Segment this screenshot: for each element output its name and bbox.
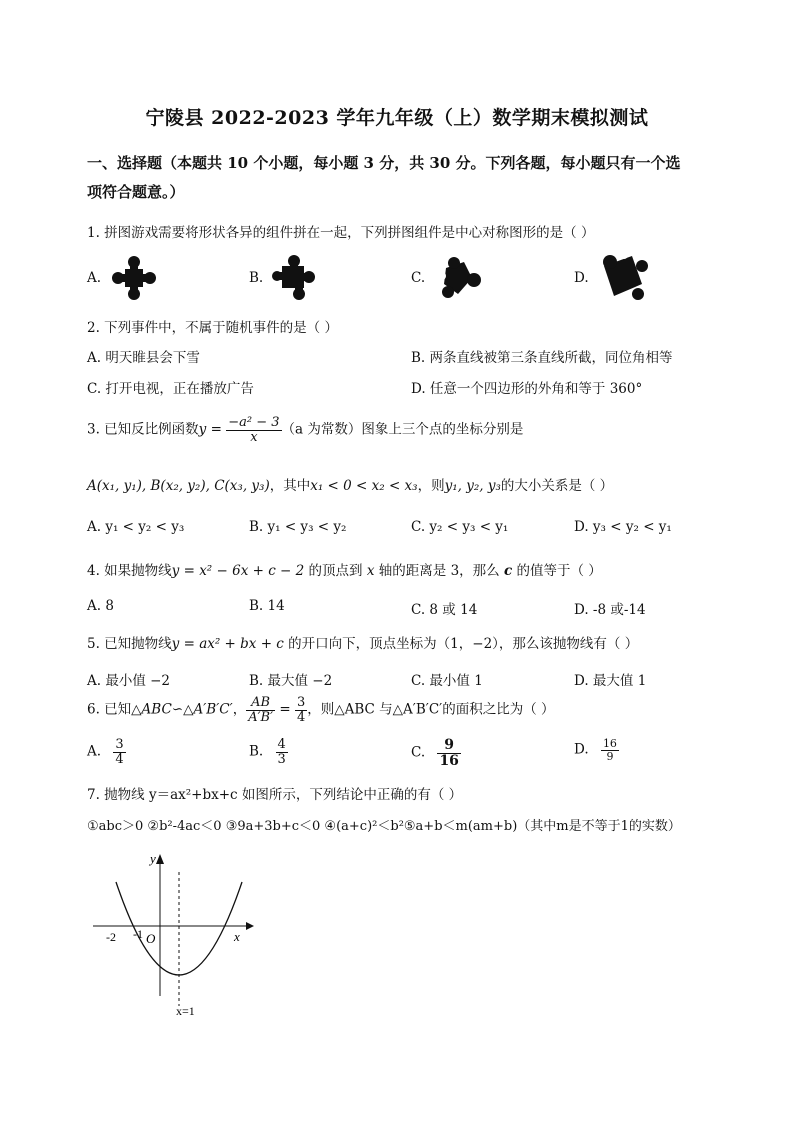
q6-stem-post: ，则△ABC 与△A′B′C′的面积之比为（ ） — [307, 701, 555, 718]
puzzle-piece-b-icon — [272, 254, 316, 300]
q4-option-a: A. 8 — [87, 598, 114, 614]
q6-ratio-fraction — [246, 696, 275, 724]
q5-stem-post: 的开口向下，顶点坐标为（1，−2），那么该抛物线有（ ） — [283, 636, 639, 652]
q6-stem-pre: 6. 已知 — [87, 701, 132, 718]
page-title: 宁陵县 2022-2023 学年九年级（上）数学期末模拟测试 — [145, 107, 649, 129]
q3-line2-end: 的大小关系是（ ） — [500, 478, 614, 494]
q6-stem — [87, 696, 555, 724]
q6-comma: ， — [232, 701, 247, 718]
q3-y: y — [198, 421, 207, 438]
q6-option-a — [87, 738, 126, 766]
q6-sim: △ABC∽△A′B′C′ — [131, 701, 233, 718]
q6-option-b-label: B. — [249, 743, 264, 760]
q5-stem — [87, 632, 638, 652]
q6-option-a-den: 4 — [115, 751, 124, 767]
q5-expr: y = ax² + bx + c — [171, 636, 284, 652]
section-heading-line1: 一、选择题（本题共 10 个小题，每小题 3 分，共 30 分。下列各题，每小题只有一个选 — [87, 154, 681, 172]
q5-option-b: B. 最大值 −2 — [249, 673, 333, 689]
q6-value-num: 3 — [296, 695, 306, 710]
q7-conclusions: ①abc＞0 ②b²-4ac＜0 ③9a+3b+c＜0 ④(a+c)²＜b²⑤a+b＜m(am+b)（其中m是不等于1的实数） — [87, 819, 681, 834]
q6-eq: = — [275, 701, 295, 718]
q6-option-b-den: 3 — [277, 751, 286, 767]
q6-option-d-num: 16 — [602, 737, 617, 750]
tick-label-neg2: -2 — [106, 930, 116, 944]
q4-x: x — [366, 563, 375, 579]
q3-stem-pre: 3. 已知反比例函数 — [87, 421, 199, 438]
q6-option-d-label: D. — [574, 741, 589, 758]
q6-option-c-fraction — [437, 738, 460, 768]
q6-ratio-num: AB — [246, 696, 275, 711]
q3-option-d: D. y₃ < y₂ < y₁ — [574, 519, 672, 535]
q4-c: c — [503, 563, 513, 579]
x-axis-arrow — [246, 922, 254, 930]
q4-stem-mid: 的顶点到 — [304, 563, 367, 579]
q3-fraction — [226, 416, 281, 444]
q1-option-a: A. — [87, 270, 102, 286]
q3-stem — [87, 416, 523, 444]
q5-stem-pre: 5. 已知抛物线 — [87, 636, 172, 652]
x-label: x — [234, 929, 240, 944]
puzzle-piece-c-icon — [434, 254, 482, 300]
y-label: y — [150, 851, 156, 866]
q3-option-c: C. y₂ < y₃ < y₁ — [411, 519, 509, 535]
q6-option-c-num: 9 — [437, 738, 460, 754]
q3-ys: y₁, y₂, y₃ — [444, 478, 501, 494]
puzzle-piece-a-icon — [112, 256, 156, 300]
q3-line2-mid: ，其中 — [269, 478, 311, 494]
q3-line2-post: ，则 — [417, 478, 445, 494]
section-heading-line2: 项符合题意。） — [87, 183, 185, 201]
q6-option-b-num: 4 — [277, 737, 286, 752]
q4-stem-mid2: 轴的距离是 3，那么 — [374, 563, 504, 579]
q1-option-d: D. — [574, 270, 589, 286]
y-axis-arrow — [156, 854, 164, 864]
q6-option-c-den: 16 — [439, 752, 459, 769]
q6-option-d-den: 9 — [606, 749, 614, 763]
tick-label-neg1: -1 — [133, 927, 143, 941]
q4-option-b: B. 14 — [249, 598, 285, 614]
origin-label: O — [146, 931, 156, 946]
q4-stem — [87, 559, 602, 579]
q4-option-c: C. 8 或 14 — [411, 602, 478, 618]
q6-option-a-fraction — [113, 738, 125, 766]
q1-option-c: C. — [411, 270, 426, 286]
q4-option-d: D. -8 或-14 — [574, 602, 646, 618]
q6-option-b-fraction — [276, 738, 288, 766]
q2-option-a: A. 明天睢县会下雪 — [87, 350, 200, 366]
q3-stem-post: （a 为常数）图象上三个点的坐标分别是 — [281, 421, 524, 438]
q3-condition: x₁ < 0 < x₂ < x₃ — [310, 478, 418, 494]
q7-parabola-graph — [88, 848, 258, 1023]
q5-option-d: D. 最大值 1 — [574, 673, 647, 689]
q6-option-d-fraction — [601, 738, 619, 762]
q3-eq: = — [206, 421, 227, 438]
q6-option-c — [411, 738, 461, 768]
q6-ratio-den: A′B′ — [248, 709, 274, 725]
q3-option-b: B. y₁ < y₃ < y₂ — [249, 519, 347, 535]
q3-frac-den: x — [250, 429, 258, 445]
q5-option-a: A. 最小值 −2 — [87, 673, 171, 689]
q1-stem: 1. 拼图游戏需要将形状各异的组件拼在一起，下列拼图组件是中心对称图形的是（ ） — [87, 225, 595, 241]
puzzle-piece-d-icon — [598, 252, 648, 302]
q4-expr: y = x² − 6x + c − 2 — [171, 563, 305, 579]
q6-value-fraction — [295, 696, 307, 724]
q6-option-a-num: 3 — [115, 737, 124, 752]
q6-option-c-label: C. — [411, 744, 426, 761]
q6-option-b — [249, 738, 288, 766]
q3-points: A(x₁, y₁), B(x₂, y₂), C(x₃, y₃) — [87, 478, 270, 494]
q4-stem-pre: 4. 如果抛物线 — [87, 563, 172, 579]
q2-option-b: B. 两条直线被第三条直线所截，同位角相等 — [411, 350, 673, 366]
q3-frac-num: −a² − 3 — [228, 415, 280, 430]
q3-option-a: A. y₁ < y₂ < y₃ — [87, 519, 185, 535]
q2-stem: 2. 下列事件中，不属于随机事件的是（ ） — [87, 320, 338, 336]
q6-value-den: 4 — [296, 709, 306, 725]
q2-option-d: D. 任意一个四边形的外角和等于 360° — [411, 381, 643, 397]
symmetry-axis-label: x=1 — [176, 1004, 195, 1018]
q6-option-a-label: A. — [87, 743, 102, 760]
q2-option-c: C. 打开电视，正在播放广告 — [87, 381, 254, 397]
q7-stem: 7. 抛物线 y＝ax²+bx+c 如图所示，下列结论中正确的有（ ） — [87, 787, 463, 803]
q1-option-b: B. — [249, 270, 264, 286]
q3-line2 — [87, 474, 613, 494]
q6-option-d — [574, 738, 619, 762]
q5-option-c: C. 最小值 1 — [411, 673, 483, 689]
q4-stem-post: 的值等于（ ） — [512, 563, 602, 579]
